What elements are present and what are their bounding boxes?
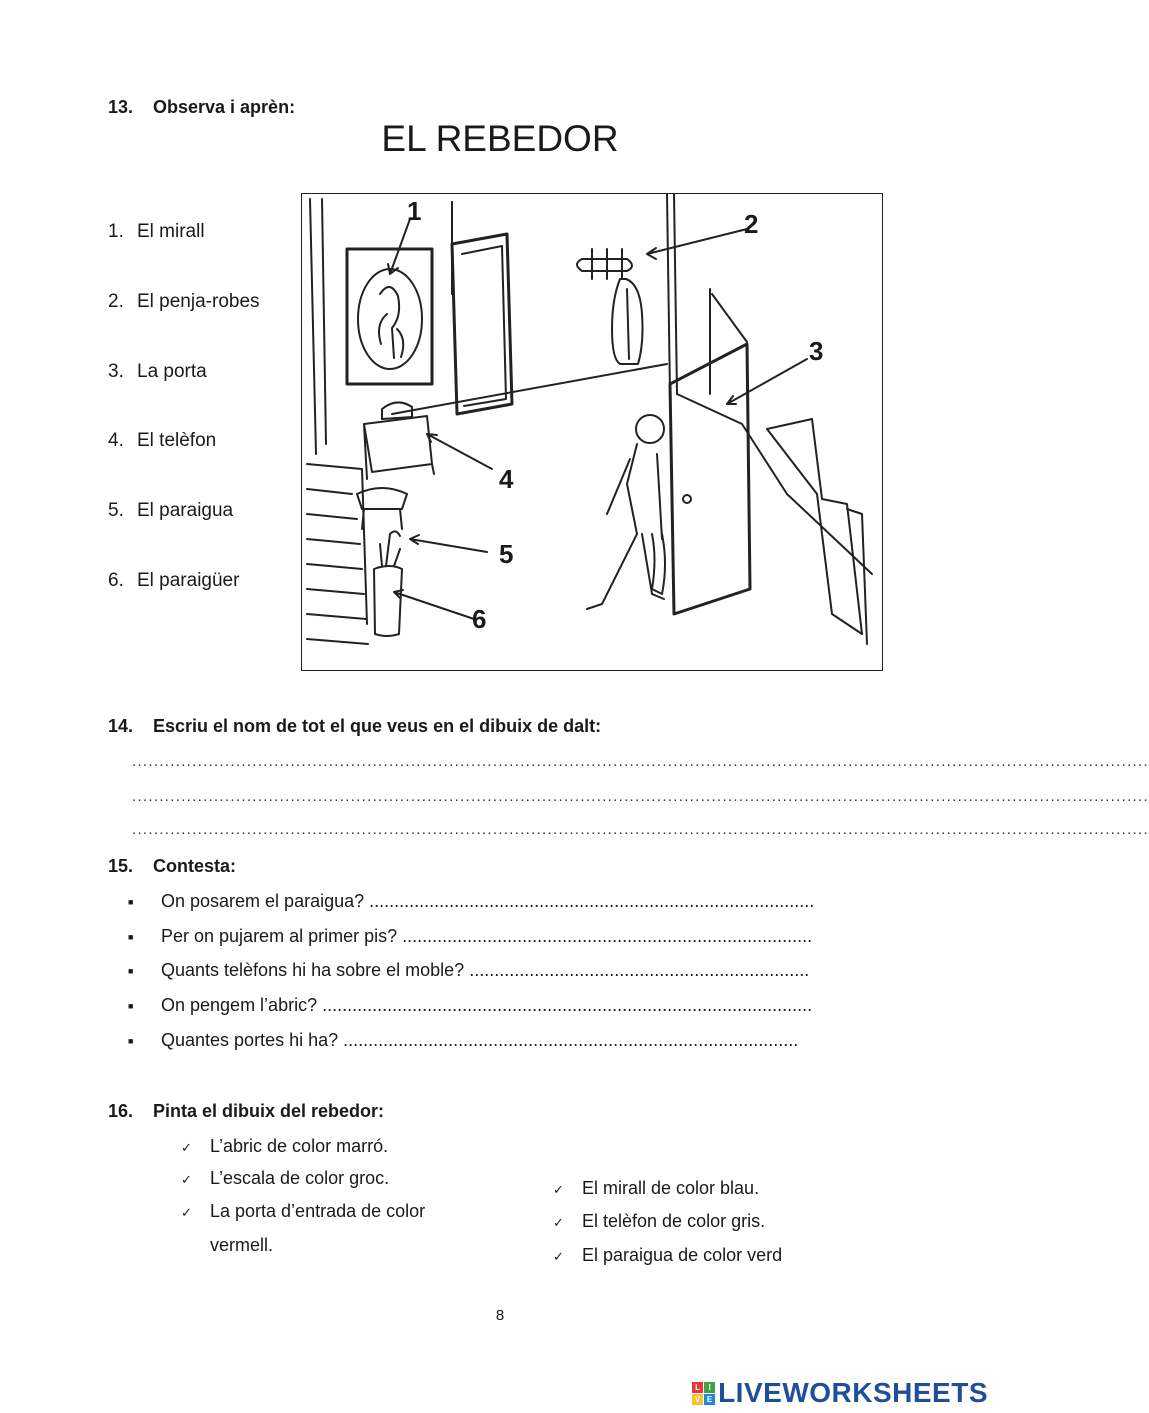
- paint-item: ✓ La porta d’entrada de color: [181, 1201, 426, 1221]
- checkmark-icon: ✓: [553, 1182, 564, 1197]
- checkmark-icon: ✓: [181, 1140, 192, 1155]
- vocab-item: 5. El paraigua: [108, 500, 234, 521]
- bullet-icon: ■: [128, 897, 134, 908]
- section-15-heading: 15. Contesta:: [108, 856, 237, 876]
- section-16-heading: 16. Pinta el dibuix del rebedor:: [108, 1101, 385, 1121]
- paint-item: ✓ L’escala de color groc.: [181, 1168, 390, 1188]
- picture-label: 5: [499, 539, 514, 569]
- bullet-icon: ■: [128, 932, 134, 943]
- question-item[interactable]: ■ Quantes portes hi ha? ...........................................................................................: [128, 1030, 799, 1050]
- logo-blocks-icon: L I V E: [692, 1382, 715, 1405]
- answer-line[interactable]: ..........................................................................................................................................................................................: [132, 753, 1149, 770]
- vocab-item: 2. El penja-robes: [108, 291, 260, 312]
- checkmark-icon: ✓: [181, 1205, 192, 1220]
- picture-label: 6: [472, 604, 487, 634]
- checkmark-icon: ✓: [181, 1172, 192, 1187]
- paint-item: ✓ El paraigua de color verd: [553, 1245, 783, 1265]
- vocab-item: 1. El mirall: [108, 221, 205, 242]
- answer-line[interactable]: ..........................................................................................................................................................................................: [132, 821, 1149, 838]
- vocab-item: 4. El telèfon: [108, 430, 217, 451]
- answer-line[interactable]: ..........................................................................................................................................................................................: [132, 788, 1149, 805]
- paint-item-continued: vermell.: [210, 1235, 274, 1255]
- bullet-icon: ■: [128, 966, 134, 977]
- picture-label: 1: [407, 196, 422, 226]
- page-number: 8: [495, 1307, 505, 1324]
- bullet-icon: ■: [128, 1036, 134, 1047]
- picture-label: 4: [499, 464, 514, 494]
- paint-item: ✓ L’abric de color marró.: [181, 1136, 389, 1156]
- hallway-illustration: [301, 193, 883, 671]
- logo-text: LIVEWORKSHEETS: [718, 1377, 988, 1408]
- question-item[interactable]: ■ On posarem el paraigua? .........................................................................................: [128, 891, 815, 911]
- page-title: EL REBEDOR: [381, 118, 619, 159]
- paint-item: ✓ El mirall de color blau.: [553, 1178, 760, 1198]
- section-number: 13.: [108, 97, 134, 117]
- section-14-heading: 14. Escriu el nom de tot el que veus en el dibuix de dalt:: [108, 716, 602, 736]
- checkmark-icon: ✓: [553, 1215, 564, 1230]
- section-heading-text: Observa i aprèn:: [153, 97, 296, 117]
- paint-item: ✓ El telèfon de color gris.: [553, 1211, 766, 1231]
- section-13-heading: [108, 97, 295, 118]
- vocab-item: 6. El paraigüer: [108, 570, 240, 591]
- question-item[interactable]: ■ Quants telèfons hi ha sobre el moble? ....................................................................: [128, 960, 810, 980]
- question-item[interactable]: ■ Per on pujarem al primer pis? ..................................................................................: [128, 926, 813, 946]
- picture-label: 2: [744, 209, 759, 239]
- question-item[interactable]: ■ On pengem l’abric? ..................................................................................................: [128, 995, 813, 1015]
- vocab-item: 3. La porta: [108, 361, 207, 382]
- liveworksheets-logo[interactable]: [692, 1376, 988, 1410]
- picture-label: 3: [809, 336, 824, 366]
- bullet-icon: ■: [128, 1001, 134, 1012]
- checkmark-icon: ✓: [553, 1249, 564, 1264]
